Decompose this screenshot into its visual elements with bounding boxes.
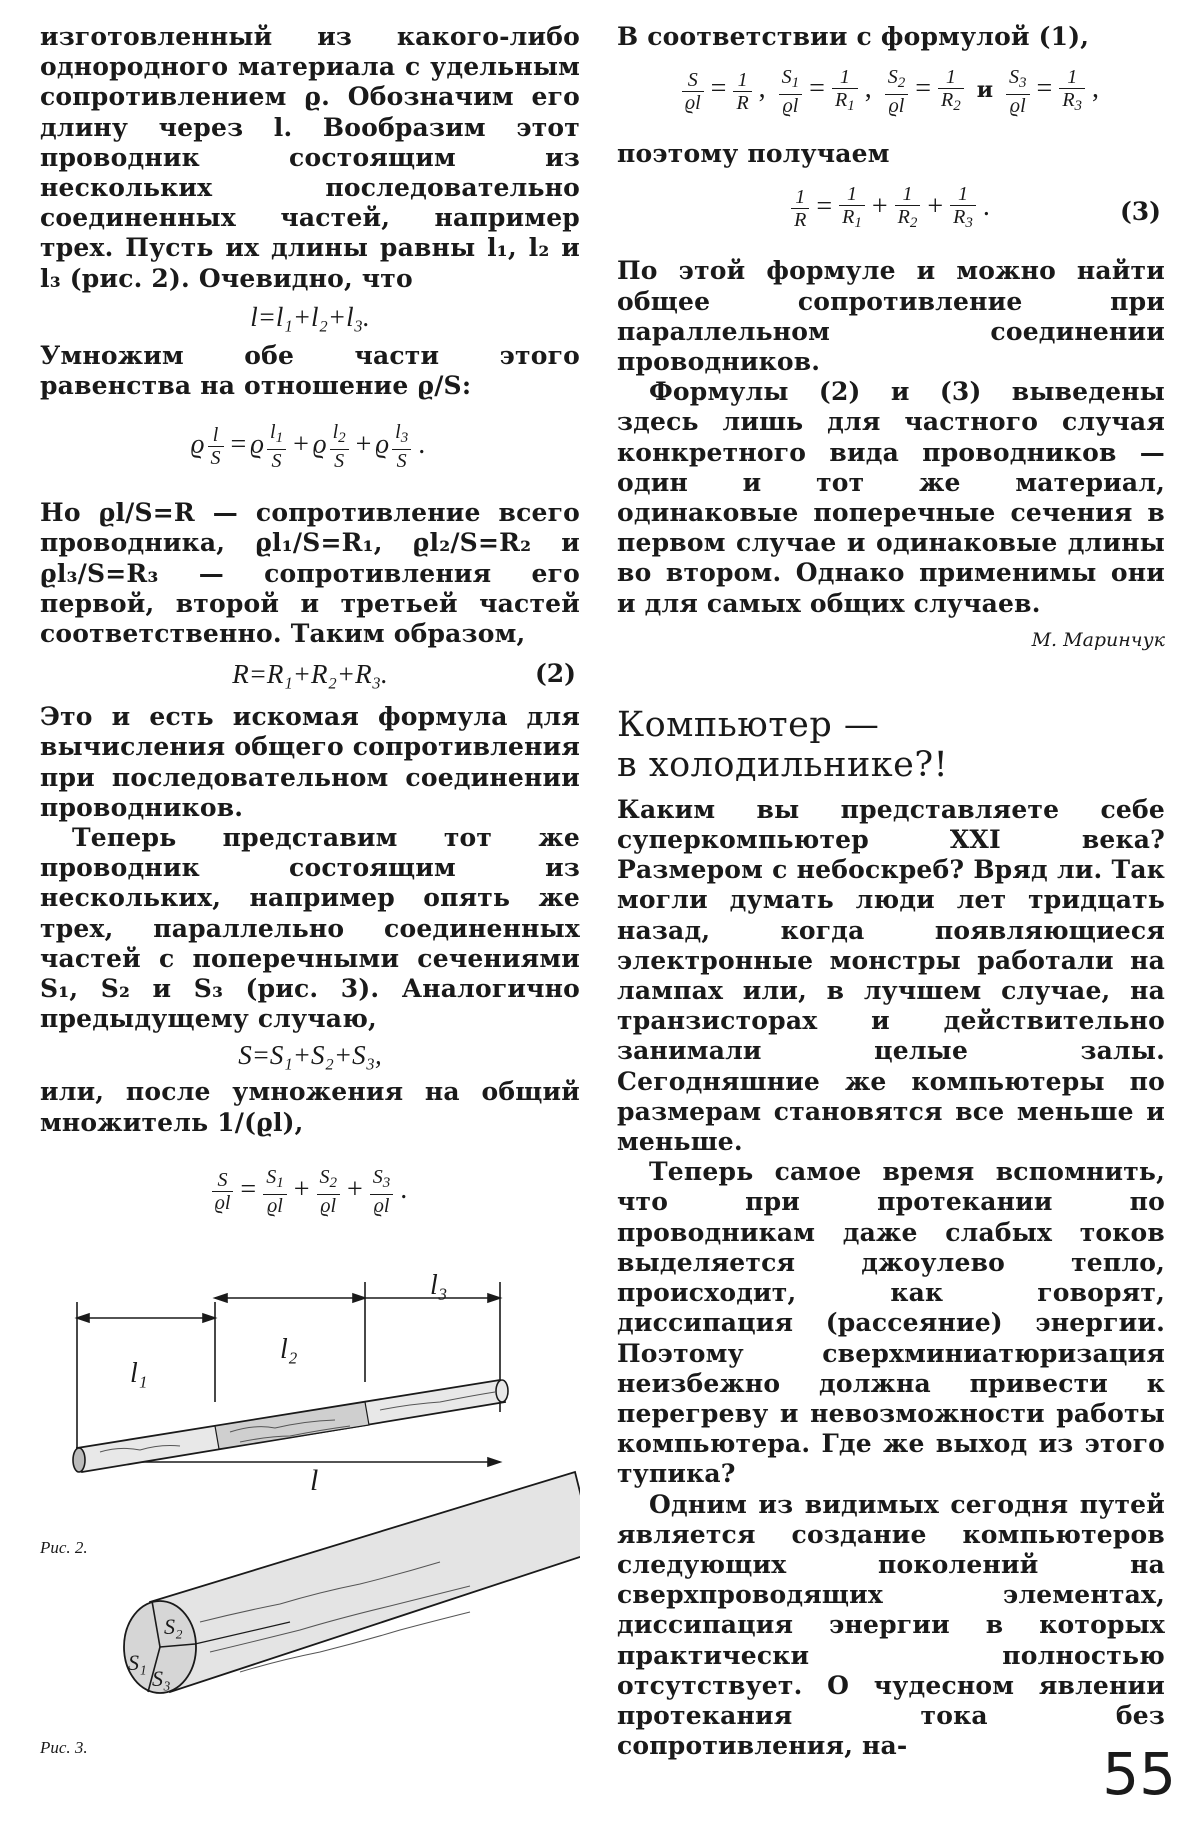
right-paragraph-7: Одним из видимых сегодня путей является создание компьютеров следующих поколений на сверхпроводящих элементах, диссипация энергии в которых практически полностью отсутствует. О чудесном явлении протекания тока без сопротивления, на- <box>617 1489 1165 1761</box>
right-paragraph-2: поэтому получаем <box>617 139 890 169</box>
fig3-label-s3: S₃ <box>152 1666 171 1691</box>
right-paragraph-5: Каким вы представляете себе суперкомпьютер XXI века? Размером с небоскреб? Вряд ли. Так могли думать люди лет тридцать назад, когда появляющиеся электронные монстры работали на лампах или, в лучшем случае, на транзисторах и действительно занимали целые залы. Сегодняшние же компьютеры по размерам становятся все меньше и меньше. <box>617 794 1165 1157</box>
area-sum-equation: S=S₁+S₂+S₃, <box>238 1040 382 1071</box>
article-heading <box>617 705 1165 785</box>
right-column <box>617 22 1165 1761</box>
fig3-label-s2: S₂ <box>164 1614 183 1639</box>
left-paragraph-6: или, после умножения на общий множитель 1/(ϱl), <box>40 1077 580 1137</box>
heading-line-1: Компьютер — <box>617 704 880 745</box>
and-word: и <box>976 77 994 104</box>
left-paragraph-4: Это и есть искомая формула для вычисления общего сопротивления при последовательном соединении проводников. <box>40 702 580 822</box>
right-paragraph-3: По этой формуле и можно найти общее сопротивление при параллельном соединении проводников. <box>617 256 1165 377</box>
fig2-label-l1: l₁ <box>130 1358 148 1389</box>
fig2-label-l3: l₃ <box>430 1270 448 1301</box>
conductor-figures <box>40 1262 580 1752</box>
formula-number-3: (3) <box>1119 197 1161 227</box>
resistance-multiplied-equation: ϱ $\frac{l}{S}$ = ϱ $\frac{l_1}{S}$ + ϱ $\frac{l_2}{S}$ + ϱ $\frac{l_3}{S}$ . <box>190 421 426 473</box>
left-paragraph-3: Но ϱl/S=R — сопротивление всего проводника, ϱl₁/S=R₁, ϱl₂/S=R₂ и ϱl₃/S=R₃ — сопротивления его первой, второй и третьей частей соответственно. Таким образом, <box>40 498 580 649</box>
author-signature: М. Маринчук <box>1031 628 1165 651</box>
formula-number-2: (2) <box>534 659 576 689</box>
fig2-label-l: l <box>310 1464 319 1497</box>
fig3-label-s1: S₁ <box>128 1650 147 1675</box>
fig2-rod <box>73 1380 508 1472</box>
right-paragraph-4: Формулы (2) и (3) выведены здесь лишь для частного случая конкретного вида проводников — один и тот же материал, одинаковые поперечные сечения в первом случае и одинаковые длины во втором. Однако применимы они и для самых общих случаев. <box>617 377 1165 618</box>
parallel-formula: $\frac{1}{R}$ = $\frac{1}{R_1}$ + $\frac{1}{R_2}$ + $\frac{1}{R_3}$ . (3) <box>617 183 1165 234</box>
length-sum-equation: l=l₁+l₂+l₃. <box>250 301 370 332</box>
left-paragraph-5: Теперь представим тот же проводник состоящим из нескольких, например опять же трех, параллельно соединенных частей с поперечными сечениями S₁, S₂ и S₃ (рис. 3). Аналогично предыдущему случаю, <box>40 823 580 1034</box>
heading-line-2: в холодильнике?! <box>617 744 949 785</box>
area-divided-equation: $\frac{S}{ϱl}$ = $\frac{S_1}{ϱl}$ + $\frac{S_2}{ϱl}$ + $\frac{S_3}{ϱl}$ . <box>40 1166 580 1217</box>
figures-area <box>40 1262 580 1757</box>
page-number: 55 <box>1102 1740 1176 1808</box>
right-paragraph-6: Теперь самое время вспомнить, что при протекании по проводникам даже слабых токов выделяется джоулево тепло, происходит, как говорят, диссипация (рассеяние) энергии. Поэтому сверхминиатюризация неизбежно должна привести к перегреву и невозможности работы компьютера. Где же выход из этого тупика? <box>617 1157 1165 1489</box>
left-paragraph-2: Умножим обе части этого равенства на отношение ϱ/S: <box>40 340 580 401</box>
fig2-caption: Рис. 2. <box>40 1538 88 1557</box>
fig3-caption: Рис. 3. <box>40 1738 88 1757</box>
fraction-relations-equation: $\frac{S}{ϱl}$ = $\frac{1}{R}$ , $\frac{S_1}{ϱl}$ = $\frac{1}{R_1}$ , $\frac{S_2}{ϱl}$ = $\frac{1}{R_2}$ и $\frac{S_3}{ϱl}$ = $\frac{1}{R_3}$ , <box>617 66 1165 117</box>
fig2-label-l2: l₂ <box>280 1334 298 1365</box>
fig3-cylinder <box>124 1472 580 1693</box>
right-paragraph-1: В соответствии с формулой (1), <box>617 22 1090 51</box>
series-formula-text: R=R₁+R₂+R₃. <box>232 659 388 690</box>
left-paragraph-1: изготовленный из какого-либо однородного материала с удельным сопротивлением ϱ. Обозначим его длину через l. Вообразим этот проводник состоящим из нескольких последовательно соединенных частей, например трех. Пусть их длины равны l₁, l₂ и l₃ (рис. 2). Очевидно, что <box>40 22 580 293</box>
series-formula <box>40 659 580 690</box>
left-column <box>40 22 580 1217</box>
